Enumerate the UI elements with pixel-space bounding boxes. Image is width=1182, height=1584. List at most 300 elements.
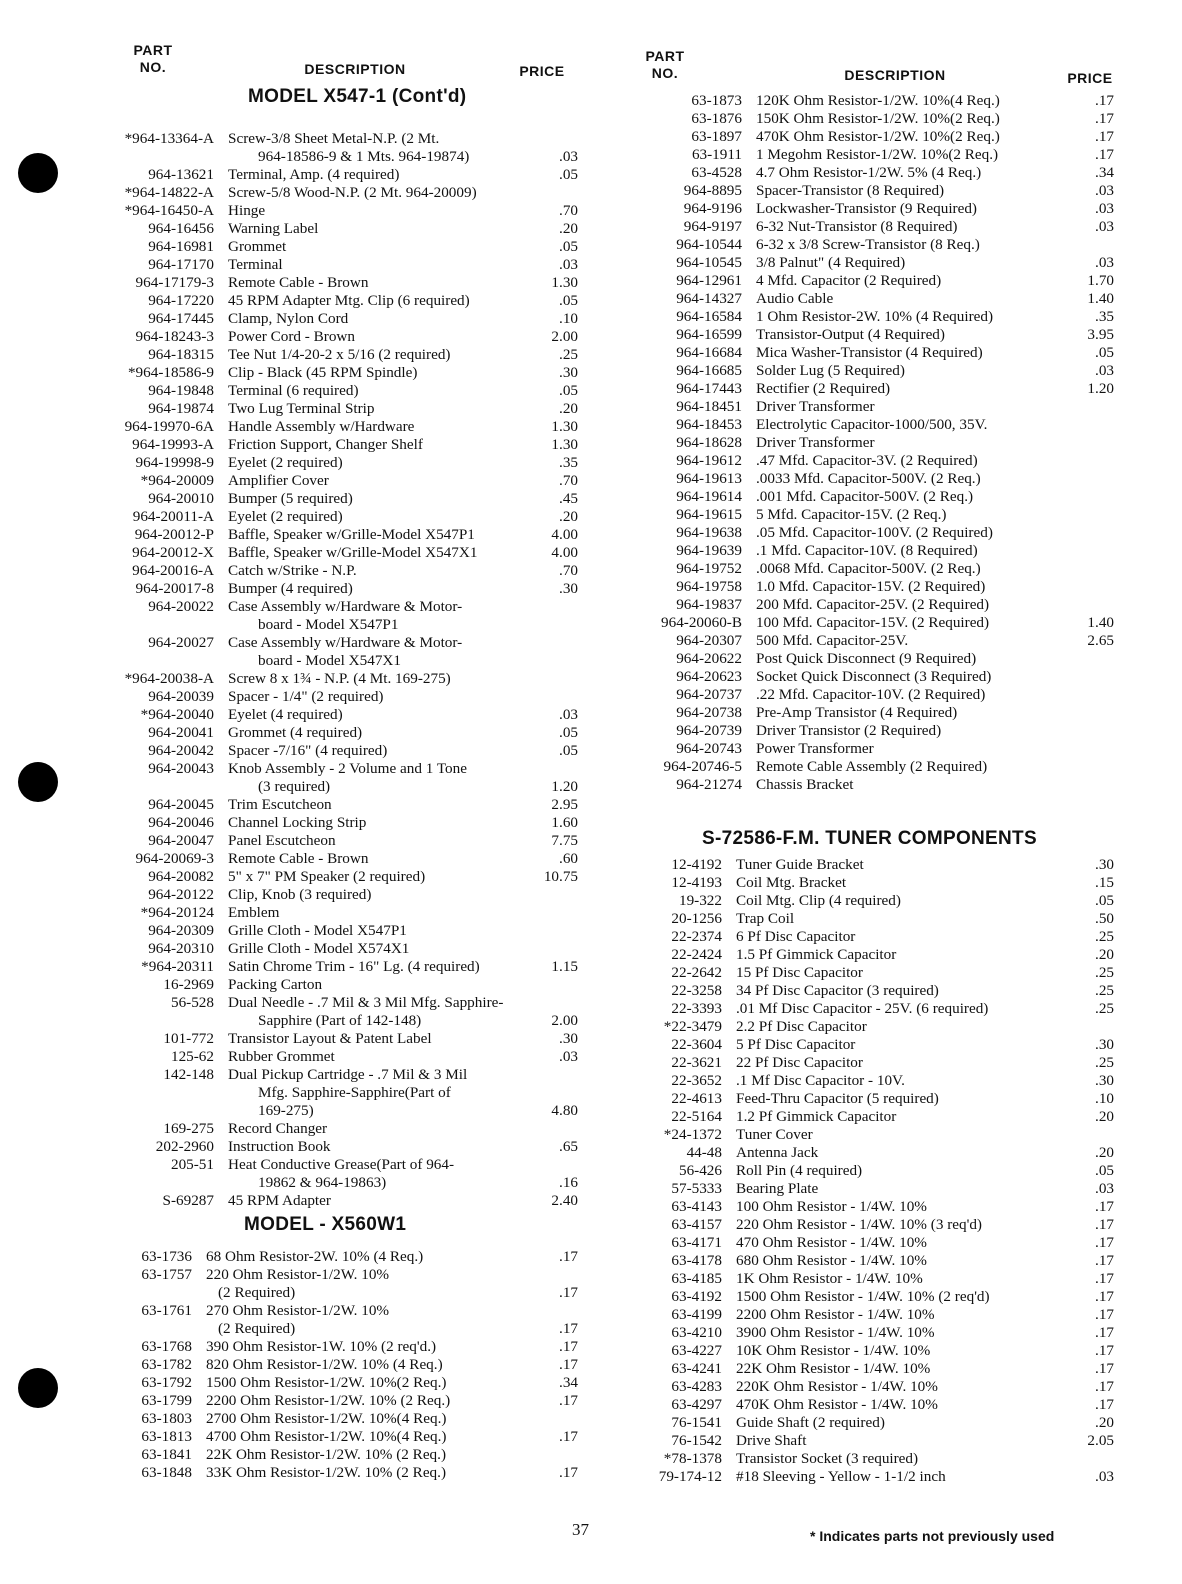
part-description: 150K Ohm Resistor-1/2W. 10%(2 Req.) xyxy=(756,110,1000,127)
part-price: .17 xyxy=(559,1320,578,1337)
part-description: Tuner Guide Bracket xyxy=(736,856,864,873)
part-description: 34 Pf Disc Capacitor (3 required) xyxy=(736,982,939,999)
part-number: 964-20011-A xyxy=(132,508,214,525)
part-number: 63-1799 xyxy=(141,1392,192,1409)
part-price: .17 xyxy=(1095,1342,1114,1359)
part-price: .10 xyxy=(1095,1090,1114,1107)
part-price: 4.00 xyxy=(551,526,578,543)
part-description: Roll Pin (4 required) xyxy=(736,1162,863,1179)
part-row xyxy=(626,704,1114,722)
part-number: *964-18586-9 xyxy=(127,364,214,381)
part-price xyxy=(534,598,578,616)
part-price: 2.05 xyxy=(1087,1432,1114,1449)
part-row xyxy=(78,382,578,400)
part-price: .17 xyxy=(1095,1360,1114,1377)
part-row xyxy=(78,526,578,544)
part-price xyxy=(534,1156,578,1174)
part-price: .17 xyxy=(1095,1252,1114,1269)
part-number: 964-20738 xyxy=(676,704,742,721)
part-row xyxy=(78,1066,578,1084)
part-price: .35 xyxy=(559,454,578,471)
part-number: 63-1897 xyxy=(691,128,742,145)
part-description: Grille Cloth - Model X547P1 xyxy=(228,922,407,939)
part-description: Eyelet (4 required) xyxy=(228,706,343,723)
part-price: .17 xyxy=(1095,1306,1114,1323)
part-number: 964-20082 xyxy=(148,868,214,885)
part-price: .03 xyxy=(559,148,578,165)
part-price: .05 xyxy=(559,292,578,309)
part-number: 964-20623 xyxy=(676,668,742,685)
part-row xyxy=(78,850,578,868)
part-number: 63-4297 xyxy=(671,1396,722,1413)
part-row xyxy=(626,1036,1114,1054)
part-price: .70 xyxy=(559,562,578,579)
part-number: 964-19970-6A xyxy=(124,418,214,435)
part-row xyxy=(626,740,1114,758)
part-number: *78-1378 xyxy=(663,1450,722,1467)
part-price xyxy=(1070,416,1114,434)
part-description-continued: (2 Required) xyxy=(218,1320,296,1337)
part-number: *964-16450-A xyxy=(124,202,214,219)
part-number: 44-48 xyxy=(686,1144,722,1161)
part-price xyxy=(1070,542,1114,560)
part-row xyxy=(78,274,578,292)
part-description: Post Quick Disconnect (9 Required) xyxy=(756,650,977,667)
part-description: Bearing Plate xyxy=(736,1180,819,1197)
part-description: Grille Cloth - Model X574X1 xyxy=(228,940,410,957)
part-number: 964-16456 xyxy=(148,220,214,237)
part-number: 964-20027 xyxy=(148,634,214,651)
part-row xyxy=(78,346,578,364)
part-row xyxy=(626,874,1114,892)
part-description: 10K Ohm Resistor - 1/4W. 10% xyxy=(736,1342,931,1359)
part-number: 63-1848 xyxy=(141,1464,192,1481)
part-row xyxy=(626,1306,1114,1324)
part-price: .17 xyxy=(1095,1288,1114,1305)
part-price: .17 xyxy=(1095,1324,1114,1341)
part-row-continuation xyxy=(78,1320,578,1338)
part-number: 63-4210 xyxy=(671,1324,722,1341)
part-description: Chassis Bracket xyxy=(756,776,854,793)
part-row xyxy=(626,632,1114,650)
part-row xyxy=(626,506,1114,524)
part-description: Case Assembly w/Hardware & Motor- xyxy=(228,634,463,651)
part-description: Panel Escutcheon xyxy=(228,832,336,849)
part-row xyxy=(78,562,578,580)
part-number: 964-21274 xyxy=(676,776,742,793)
part-row xyxy=(626,614,1114,632)
part-price: 4.00 xyxy=(551,544,578,561)
part-number: 964-20737 xyxy=(676,686,742,703)
part-description: 6-32 Nut-Transistor (8 Required) xyxy=(756,218,958,235)
indent-spacer xyxy=(78,1174,258,1192)
part-row xyxy=(78,796,578,814)
part-description: 2.2 Pf Disc Capacitor xyxy=(736,1018,867,1035)
part-price xyxy=(534,1446,578,1464)
part-description: Amplifier Cover xyxy=(228,472,329,489)
part-description: Terminal (6 required) xyxy=(228,382,359,399)
part-number: 964-19998-9 xyxy=(135,454,214,471)
part-row xyxy=(626,236,1114,254)
part-description: .22 Mfd. Capacitor-10V. (2 Required) xyxy=(756,686,986,703)
part-row xyxy=(78,976,578,994)
part-number: 964-18451 xyxy=(676,398,742,415)
x560-continued-parts-list xyxy=(626,92,1114,794)
part-number: 76-1541 xyxy=(671,1414,722,1431)
part-description: Tuner Cover xyxy=(736,1126,813,1143)
part-price xyxy=(534,1410,578,1428)
part-row xyxy=(626,1360,1114,1378)
left-column xyxy=(78,86,578,1482)
part-row xyxy=(78,184,578,202)
binding-hole-bottom xyxy=(18,1368,58,1408)
part-price xyxy=(1070,1450,1114,1468)
part-row xyxy=(626,1396,1114,1414)
part-row xyxy=(78,724,578,742)
part-price xyxy=(1070,740,1114,758)
part-row xyxy=(78,256,578,274)
indent-spacer xyxy=(78,1320,218,1338)
part-description: Transistor-Output (4 Required) xyxy=(756,326,945,343)
left-header-part-no: PART NO. xyxy=(133,42,173,75)
part-row xyxy=(626,1180,1114,1198)
part-number: 964-20060-B xyxy=(661,614,742,631)
part-price: 7.75 xyxy=(551,832,578,849)
part-number: 63-1813 xyxy=(141,1428,192,1445)
part-row xyxy=(78,670,578,688)
part-row-continuation xyxy=(78,1174,578,1192)
part-price: .17 xyxy=(559,1284,578,1301)
part-number: 964-20043 xyxy=(148,760,214,777)
part-price xyxy=(1070,560,1114,578)
part-row xyxy=(626,758,1114,776)
part-price: .05 xyxy=(559,742,578,759)
part-row xyxy=(78,328,578,346)
part-number: 202-2960 xyxy=(155,1138,214,1155)
part-number: 63-1736 xyxy=(141,1248,192,1265)
part-row xyxy=(626,1198,1114,1216)
part-price: .17 xyxy=(1095,1234,1114,1251)
indent-spacer xyxy=(78,652,258,670)
part-row xyxy=(626,686,1114,704)
part-row xyxy=(78,1446,578,1464)
part-number: 169-275 xyxy=(163,1120,214,1137)
part-description: 68 Ohm Resistor-2W. 10% (4 Req.) xyxy=(206,1248,424,1265)
part-price xyxy=(534,904,578,922)
part-description: Baffle, Speaker w/Grille-Model X547P1 xyxy=(228,526,475,543)
part-description: 1500 Ohm Resistor-1/2W. 10%(2 Req.) xyxy=(206,1374,447,1391)
part-number: 63-4241 xyxy=(671,1360,722,1377)
part-number: 964-20012-X xyxy=(132,544,214,561)
part-description: .47 Mfd. Capacitor-3V. (2 Required) xyxy=(756,452,978,469)
part-description: .0068 Mfd. Capacitor-500V. (2 Req.) xyxy=(756,560,981,577)
part-price xyxy=(534,922,578,940)
part-price xyxy=(1070,398,1114,416)
part-description: Friction Support, Changer Shelf xyxy=(228,436,423,453)
part-price: .17 xyxy=(559,1392,578,1409)
part-price: 1.30 xyxy=(551,418,578,435)
part-price: .25 xyxy=(1095,1000,1114,1017)
part-price: .17 xyxy=(1095,146,1114,163)
part-row xyxy=(626,928,1114,946)
part-description: 100 Ohm Resistor - 1/4W. 10% xyxy=(736,1198,927,1215)
part-description: 3/8 Palnut" (4 Required) xyxy=(756,254,906,271)
part-number: *24-1372 xyxy=(663,1126,722,1143)
part-number: 964-19874 xyxy=(148,400,214,417)
part-number: *964-14822-A xyxy=(124,184,214,201)
part-price xyxy=(1070,596,1114,614)
part-number: 964-20069-3 xyxy=(135,850,214,867)
part-row xyxy=(78,1030,578,1048)
part-price: .17 xyxy=(1095,1216,1114,1233)
part-number: 63-1782 xyxy=(141,1356,192,1373)
part-description: Heat Conductive Grease(Part of 964- xyxy=(228,1156,455,1173)
part-row xyxy=(626,1252,1114,1270)
part-number: 964-10545 xyxy=(676,254,742,271)
part-description: 4700 Ohm Resistor-1/2W. 10%(4 Req.) xyxy=(206,1428,447,1445)
part-price xyxy=(534,976,578,994)
part-row xyxy=(626,650,1114,668)
part-price: .03 xyxy=(559,256,578,273)
part-price xyxy=(534,670,578,688)
part-row xyxy=(626,110,1114,128)
part-row xyxy=(78,310,578,328)
part-row-continuation xyxy=(78,1284,578,1302)
part-description: Terminal, Amp. (4 required) xyxy=(228,166,400,183)
part-description: .01 Mf Disc Capacitor - 25V. (6 required) xyxy=(736,1000,989,1017)
indent-spacer xyxy=(78,148,258,166)
part-row-continuation xyxy=(78,1012,578,1030)
part-description: 2200 Ohm Resistor-1/2W. 10% (2 Req.) xyxy=(206,1392,451,1409)
part-price xyxy=(1070,236,1114,254)
part-description: Antenna Jack xyxy=(736,1144,819,1161)
part-price: 1.20 xyxy=(551,778,578,795)
part-description-continued: board - Model X547P1 xyxy=(258,616,399,633)
part-description: Lockwasher-Transistor (9 Required) xyxy=(756,200,977,217)
part-number: 964-16599 xyxy=(676,326,742,343)
part-description: Coil Mtg. Clip (4 required) xyxy=(736,892,901,909)
part-price: .65 xyxy=(559,1138,578,1155)
part-number: 964-9197 xyxy=(683,218,742,235)
part-price: 1.20 xyxy=(1087,380,1114,397)
part-row xyxy=(626,380,1114,398)
part-price xyxy=(1070,488,1114,506)
part-price: .25 xyxy=(1095,964,1114,981)
part-description: Spacer -7/16" (4 required) xyxy=(228,742,388,759)
part-row xyxy=(78,1248,578,1266)
part-number: 22-2424 xyxy=(671,946,722,963)
part-description: Handle Assembly w/Hardware xyxy=(228,418,415,435)
part-description: 100 Mfd. Capacitor-15V. (2 Required) xyxy=(756,614,990,631)
part-description: Electrolytic Capacitor-1000/500, 35V. xyxy=(756,416,988,433)
part-number: 964-17179-3 xyxy=(135,274,214,291)
part-description: 45 RPM Adapter Mtg. Clip (6 required) xyxy=(228,292,470,309)
part-price xyxy=(1070,704,1114,722)
part-price: .35 xyxy=(1095,308,1114,325)
part-description: 5 Mfd. Capacitor-15V. (2 Req.) xyxy=(756,506,947,523)
part-description: Grommet (4 required) xyxy=(228,724,363,741)
part-number: 964-17443 xyxy=(676,380,742,397)
part-number: 63-4528 xyxy=(691,164,742,181)
part-row xyxy=(78,364,578,382)
part-price: .20 xyxy=(559,508,578,525)
part-row xyxy=(78,130,578,148)
part-number: 964-17220 xyxy=(148,292,214,309)
part-row xyxy=(78,688,578,706)
part-row xyxy=(626,434,1114,452)
part-price: 2.40 xyxy=(551,1192,578,1209)
part-price: .60 xyxy=(559,850,578,867)
part-description: Screw-5/8 Wood-N.P. (2 Mt. 964-20009) xyxy=(228,184,477,201)
part-row xyxy=(626,596,1114,614)
part-row xyxy=(78,598,578,616)
part-number: 63-4283 xyxy=(671,1378,722,1395)
part-number: 964-20122 xyxy=(148,886,214,903)
part-description: Mica Washer-Transistor (4 Required) xyxy=(756,344,983,361)
part-price: .05 xyxy=(1095,1162,1114,1179)
indent-spacer xyxy=(78,1084,258,1102)
part-price xyxy=(1070,578,1114,596)
part-row-continuation xyxy=(78,778,578,796)
part-row xyxy=(78,490,578,508)
part-price xyxy=(534,760,578,778)
part-number: 964-20622 xyxy=(676,650,742,667)
part-row xyxy=(78,508,578,526)
part-description: 470K Ohm Resistor - 1/4W. 10% xyxy=(736,1396,938,1413)
section-title-x547: MODEL X547-1 (Cont'd) xyxy=(248,86,467,107)
binding-hole-top xyxy=(18,153,58,193)
part-row xyxy=(78,1048,578,1066)
part-number: 964-18453 xyxy=(676,416,742,433)
part-row xyxy=(78,544,578,562)
part-price: .20 xyxy=(1095,1108,1114,1125)
part-number: 964-19639 xyxy=(676,542,742,559)
part-row xyxy=(78,1302,578,1320)
part-row xyxy=(626,344,1114,362)
part-row xyxy=(78,1374,578,1392)
part-description: Hinge xyxy=(228,202,266,219)
part-description: Dual Pickup Cartridge - .7 Mil & 3 Mil xyxy=(228,1066,468,1083)
part-number: 964-20307 xyxy=(676,632,742,649)
indent-spacer xyxy=(78,778,258,796)
part-row xyxy=(626,1054,1114,1072)
part-price: .30 xyxy=(1095,1036,1114,1053)
part-description: 22K Ohm Resistor - 1/4W. 10% xyxy=(736,1360,931,1377)
part-description: 45 RPM Adapter xyxy=(228,1192,331,1209)
part-row xyxy=(626,1414,1114,1432)
part-price: .10 xyxy=(559,310,578,327)
left-header-description: DESCRIPTION xyxy=(304,61,406,77)
section-title-tuner: S-72586-F.M. TUNER COMPONENTS xyxy=(702,828,1037,849)
part-number: 964-20016-A xyxy=(132,562,214,579)
part-number: 964-20039 xyxy=(148,688,214,705)
part-price: .03 xyxy=(1095,218,1114,235)
part-number: 63-1803 xyxy=(141,1410,192,1427)
part-price: .70 xyxy=(559,472,578,489)
part-description-continued: Sapphire (Part of 142-148) xyxy=(258,1012,422,1029)
part-row xyxy=(626,488,1114,506)
part-price: .03 xyxy=(559,706,578,723)
binding-hole-middle xyxy=(18,762,58,802)
part-number: 22-2374 xyxy=(671,928,722,945)
part-number: 964-17445 xyxy=(148,310,214,327)
right-header-part-no: PART NO. xyxy=(645,48,685,81)
part-price: .15 xyxy=(1095,874,1114,891)
part-price xyxy=(534,940,578,958)
part-number: 16-2969 xyxy=(163,976,214,993)
part-description: Solder Lug (5 Required) xyxy=(756,362,905,379)
part-row xyxy=(626,362,1114,380)
part-description: Clip - Black (45 RPM Spindle) xyxy=(228,364,418,381)
part-number: *964-20009 xyxy=(140,472,214,489)
part-row xyxy=(626,200,1114,218)
part-description-continued: 169-275) xyxy=(258,1102,314,1119)
part-description: Drive Shaft xyxy=(736,1432,807,1449)
part-price: 1.40 xyxy=(1087,290,1114,307)
part-description: #18 Sleeving - Yellow - 1-1/2 inch xyxy=(736,1468,946,1485)
part-number: 964-19752 xyxy=(676,560,742,577)
part-price xyxy=(1070,758,1114,776)
part-description: Catch w/Strike - N.P. xyxy=(228,562,357,579)
part-number: 964-19848 xyxy=(148,382,214,399)
part-row xyxy=(626,964,1114,982)
part-price: .05 xyxy=(559,724,578,741)
part-row xyxy=(626,1468,1114,1486)
part-number: 63-1911 xyxy=(691,146,742,163)
part-description: Satin Chrome Trim - 16" Lg. (4 required) xyxy=(228,958,480,975)
part-row xyxy=(626,218,1114,236)
part-price: .17 xyxy=(559,1464,578,1481)
x560-parts-list xyxy=(78,1248,578,1482)
part-description: Driver Transformer xyxy=(756,434,875,451)
part-row xyxy=(626,1288,1114,1306)
part-description: Eyelet (2 required) xyxy=(228,508,343,525)
part-description: Grommet xyxy=(228,238,287,255)
part-number: 964-20746-5 xyxy=(663,758,742,775)
part-number: 964-16584 xyxy=(676,308,742,325)
part-description: 1.5 Pf Gimmick Capacitor xyxy=(736,946,897,963)
part-row xyxy=(626,560,1114,578)
part-row xyxy=(626,1432,1114,1450)
part-description: 680 Ohm Resistor - 1/4W. 10% xyxy=(736,1252,927,1269)
part-number: 964-18315 xyxy=(148,346,214,363)
part-price xyxy=(1070,506,1114,524)
indent-spacer xyxy=(78,616,258,634)
part-price: .05 xyxy=(559,238,578,255)
part-row-continuation xyxy=(78,616,578,634)
part-description: 4.7 Ohm Resistor-1/2W. 5% (4 Req.) xyxy=(756,164,982,181)
part-row xyxy=(626,910,1114,928)
part-description: Clip, Knob (3 required) xyxy=(228,886,372,903)
part-row xyxy=(78,886,578,904)
footnote: * Indicates parts not previously used xyxy=(810,1528,1055,1544)
part-number: 63-1792 xyxy=(141,1374,192,1391)
part-description: 270 Ohm Resistor-1/2W. 10% xyxy=(206,1302,390,1319)
part-number: 964-20309 xyxy=(148,922,214,939)
part-row xyxy=(626,1270,1114,1288)
part-row-continuation xyxy=(78,148,578,166)
part-description: 220K Ohm Resistor - 1/4W. 10% xyxy=(736,1378,938,1395)
part-row xyxy=(626,452,1114,470)
part-row xyxy=(78,1464,578,1482)
part-number: 964-16981 xyxy=(148,238,214,255)
part-description: 22K Ohm Resistor-1/2W. 10% (2 Req.) xyxy=(206,1446,447,1463)
part-description: Coil Mtg. Bracket xyxy=(736,874,847,891)
part-number: *964-20038-A xyxy=(124,670,214,687)
part-price: .25 xyxy=(1095,928,1114,945)
part-number: 964-9196 xyxy=(683,200,742,217)
part-row xyxy=(626,1378,1114,1396)
